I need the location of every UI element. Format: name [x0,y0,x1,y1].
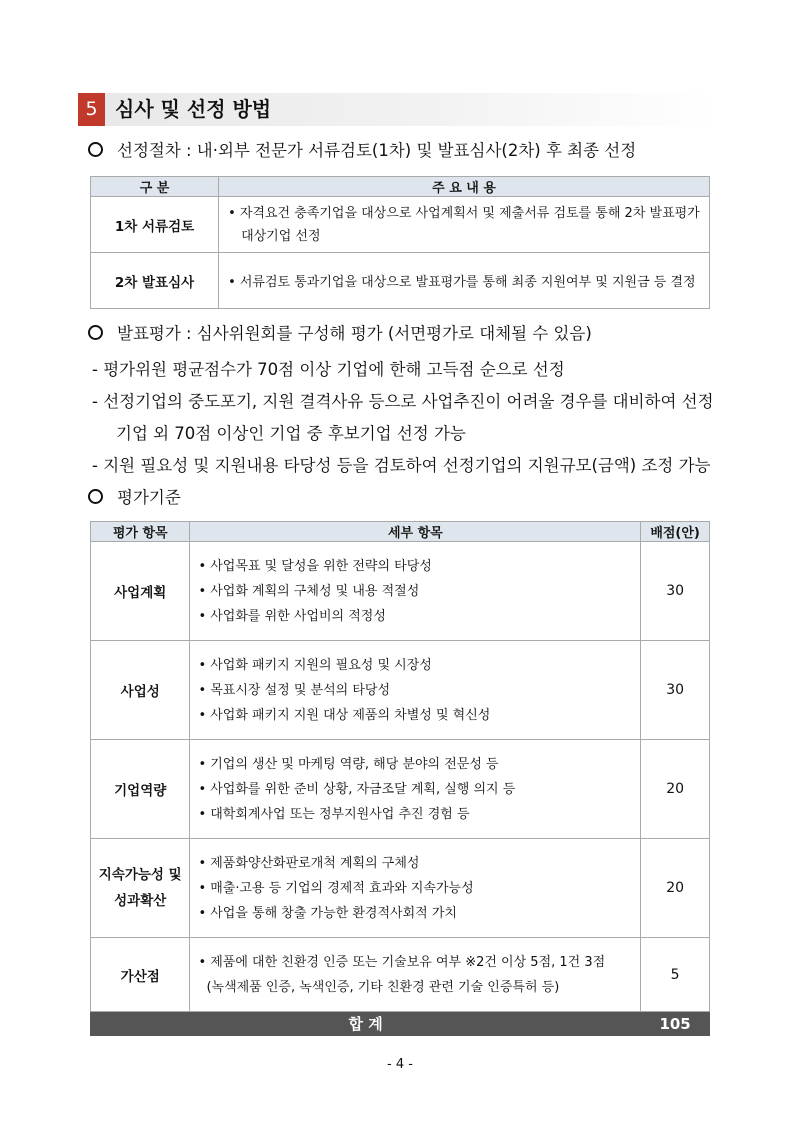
table1-row-label: 2차 발표심사 [91,253,219,309]
criteria-detail-item: • 목표시장 설정 및 분석의 타당성 [198,682,391,698]
criteria-details [190,542,641,641]
criteria-detail-item: • 매출·고용 등 기업의 경제적 효과와 지속가능성 [198,880,474,896]
criteria-detail-item: • 사업화 패키지 지원 대상 제품의 차별성 및 혁신성 [198,707,491,723]
criteria-label-line: 지속가능성 및 [98,867,182,883]
criteria-score: 20 [641,740,710,839]
criteria-detail-item: • 대학회계사업 또는 정부지원사업 추진 경험 등 [198,806,470,822]
table1-header-category: 구 분 [91,177,219,197]
presentation-heading-text: 발표평가 : 심사위원회를 구성해 평가 (서면평가로 대체될 수 있음) [117,324,592,343]
criteria-score: 20 [641,839,710,938]
criteria-details [190,641,641,740]
criteria-score: 5 [641,938,710,1012]
criteria-score: 30 [641,641,710,740]
criteria-label-line: 성과확산 [114,893,167,909]
section-header [78,93,718,126]
presentation-heading [88,323,592,345]
criteria-heading [88,487,181,509]
table1-row-label: 1차 서류검토 [91,197,219,253]
page-number: - 4 - [387,1057,413,1072]
table2-header-score: 배점(안) [641,522,710,542]
table2-header-item: 평가 항목 [91,522,190,542]
circle-bullet-icon [88,142,103,157]
circle-bullet-icon [88,489,103,504]
table1-row-content [219,197,710,253]
criteria-detail-item: • 사업화를 위한 사업비의 적정성 [198,608,386,624]
criteria-label [91,839,190,938]
criteria-detail-item: • 사업을 통해 창출 가능한 환경적사회적 가치 [198,905,457,921]
criteria-detail-item: • 기업의 생산 및 마케팅 역량, 해당 분야의 전문성 등 [198,756,499,772]
procedure-text: 선정절차 : 내·외부 전문가 서류검토(1차) 및 발표심사(2차) 후 최종 선정 [117,141,637,160]
procedure-line [88,140,636,162]
criteria-details [190,839,641,938]
criteria-score: 30 [641,542,710,641]
criteria-table [90,521,710,1036]
criteria-label: 사업계획 [91,542,190,641]
table1-header-content: 주 요 내 용 [219,177,710,197]
criteria-detail-item: • 사업화를 위한 준비 상황, 자금조달 계획, 실행 의지 등 [198,781,516,797]
criteria-label: 가산점 [91,938,190,1012]
presentation-item: - 지원 필요성 및 지원내용 타당성 등을 검토하여 선정기업의 지원규모(금액) 조정 가능 [92,456,711,475]
section-number: 5 [78,93,105,126]
criteria-detail-item: • 사업화 패키지 지원의 필요성 및 시장성 [198,657,432,673]
presentation-item: - 선정기업의 중도포기, 지원 결격사유 등으로 사업추진이 어려울 경우를 대비하여 선정 [92,392,714,411]
criteria-detail-item: • 사업목표 및 달성을 위한 전략의 타당성 [198,558,432,574]
total-value: 105 [641,1012,710,1036]
criteria-detail-item: • 제품화양산화판로개척 계획의 구체성 [198,855,420,871]
presentation-item: - 평가위원 평균점수가 70점 이상 기업에 한해 고득점 순으로 선정 [92,360,565,379]
criteria-heading-text: 평가기준 [117,488,181,507]
criteria-detail-item: (녹색제품 인증, 녹색인증, 기타 친환경 관련 기술 인증특허 등) [206,979,560,995]
criteria-label: 기업역량 [91,740,190,839]
section-title: 심사 및 선정 방법 [115,97,272,121]
table2-header-detail: 세부 항목 [190,522,641,542]
criteria-detail-item: • 제품에 대한 친환경 인증 또는 기술보유 여부 ※2건 이상 5점, 1건 3점 [198,954,606,970]
criteria-details [190,938,641,1012]
presentation-item-continued: 기업 외 70점 이상인 기업 중 후보기업 선정 가능 [116,424,466,443]
criteria-label: 사업성 [91,641,190,740]
table1-line: 대상기업 선정 [241,228,321,244]
total-label: 합 계 [91,1012,641,1036]
circle-bullet-icon [88,325,103,340]
criteria-detail-item: • 사업화 계획의 구체성 및 내용 적절성 [198,583,420,599]
table1-row-content: • 서류검토 통과기업을 대상으로 발표평가를 통해 최종 지원여부 및 지원금 등 결정 [219,253,710,309]
procedure-table [90,176,710,309]
criteria-details [190,740,641,839]
table1-line: • 자격요건 충족기업을 대상으로 사업계획서 및 제출서류 검토를 통해 2차 발표평가 [228,205,700,221]
